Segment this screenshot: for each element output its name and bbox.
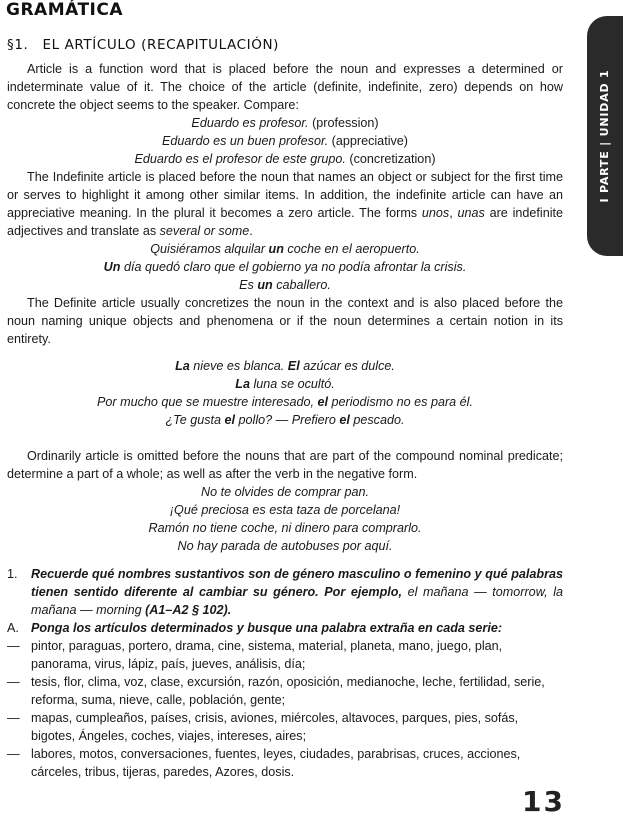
exercise-reference: (A1–A2 § 102). [141,603,232,617]
paragraph-intro: Article is a function word that is placed before the noun and expresses a determined or indeterminate value of it. The choice of the article (definite, indefinite, zero) depends on how concrete the object seems to the speaker. Compare: [7,62,563,112]
exercises [7,565,563,781]
chapter-side-tab [587,16,623,256]
term-unas: unas [457,206,485,220]
article-highlight: La [175,359,190,373]
examples-block-2 [7,240,563,294]
dash-bullet: — [7,675,20,689]
word-series [7,745,563,781]
text-span: , [449,206,458,220]
series-text: tesis, flor, clima, voz, clase, excursión, razón, oposición, medianoche, leche, fertilidad, serie, reforma, suma, nieve, calle, población, gente; [31,675,545,707]
exercise-1 [7,565,563,619]
section-title [7,36,279,54]
examples-block-4 [7,483,563,555]
example-line: No te olvides de comprar pan. [200,485,369,499]
word-series [7,709,563,745]
section-number: §1. [7,37,29,53]
term-unos: unos [421,206,450,220]
examples-block-1 [7,114,563,168]
exercise-instruction: Recuerde qué nombres sustantivos son de género masculino o femenino y qué palabras tienen sentido diferente al cambiar su género. Por ejemplo, el mañana — tomorrow, la mañana — morning (A1–A2 § 102). [31,567,563,617]
main-content [7,60,563,781]
example-text: Eduardo es el profesor de este grupo. [134,152,346,166]
article-highlight: Un [103,260,121,274]
example-line: No hay parada de autobuses por aquí. [177,539,393,553]
series-text: mapas, cumpleaños, países, crisis, aviones, miércoles, altavoces, parques, pies, sofás, bigotes, Ángeles, coches, viajes, intereses, aires; [31,711,519,743]
example-line [7,150,563,168]
exercise-letter: A. [7,621,19,635]
example-line [7,132,563,150]
example-text: Eduardo es un buen profesor. [162,134,329,148]
term-several: several or some [159,224,250,238]
example-note: (profession) [308,116,379,130]
exercise-example: el mañana — tomorrow, la mañana — morning [31,585,563,617]
example-line: La luna se ocultó. [235,377,335,391]
examples-block-3 [7,357,563,429]
paragraph-definite-article: The Definite article usually concretizes the noun in the context and is also placed before the noun naming unique objects and phenomena or if the noun determines a certain notion in its entirety. [7,296,563,346]
example-line: La nieve es blanca. El azúcar es dulce. [175,359,395,373]
exercise-number: 1. [7,567,18,581]
section-title-text: EL ARTÍCULO (RECAPITULACIÓN) [42,37,280,53]
word-series [7,673,563,709]
dash-bullet: — [7,711,20,725]
example-text: Eduardo es profesor. [191,116,309,130]
series-text: labores, motos, conversaciones, fuentes, leyes, ciudades, parabrisas, cruces, acciones, cárceles, tribus, tijeras, paredes, Azores, dosis. [31,747,521,779]
series-text: pintor, paraguas, portero, drama, cine, sistema, material, planeta, mano, juego, plan, panorama, virus, lápiz, país, jueves, análisis, día; [31,639,503,671]
text-span: The Indefinite article is placed before the noun that names an object or subject for the first time or serves to highlight it among other similar items. In addition, the indefinite article can have an appreciative meaning. In the plural it becomes a zero article. The forms [7,170,563,220]
exercise-a [7,619,563,637]
text-span: . [249,224,253,238]
side-tab-label: I PARTE | UNIDAD 1 [598,69,611,203]
exercise-instruction: Ponga los artículos determinados y busque una palabra extraña en cada serie: [31,621,503,635]
dash-bullet: — [7,639,20,653]
article-highlight: La [235,377,250,391]
page-heading: GRAMÁTICA [6,0,124,20]
dash-bullet: — [7,747,20,761]
example-line [7,114,563,132]
article-highlight: el [224,413,236,427]
article-highlight: el [317,395,329,409]
paragraph-indefinite-article [7,168,563,240]
example-line: ¿Te gusta el pollo? — Prefiero el pescado. [165,413,405,427]
example-line: Quisiéramos alquilar un coche en el aeropuerto. [150,242,420,256]
example-note: (concretization) [345,152,436,166]
example-line: Es un caballero. [239,278,331,292]
article-highlight: el [339,413,350,427]
example-line: ¡Qué preciosa es esta taza de porcelana! [169,503,401,517]
page-number: 13 [522,785,565,818]
paragraph-article-omission: Ordinarily article is omitted before the nouns that are part of the compound nominal predicate; determine a part of a whole; as well as after the verb in the negative form. [7,449,563,481]
article-highlight: El [287,359,300,373]
example-note: (appreciative) [328,134,408,148]
example-line: Ramón no tiene coche, ni dinero para comprarlo. [148,521,422,535]
text-span: are indefinite adjectives and translate as [7,206,563,238]
article-highlight: un [257,278,273,292]
example-line: Por mucho que se muestre interesado, el periodismo no es para él. [97,395,473,409]
word-series [7,637,563,673]
example-line: Un día quedó claro que el gobierno ya no podía afrontar la crisis. [103,260,467,274]
article-highlight: un [268,242,284,256]
